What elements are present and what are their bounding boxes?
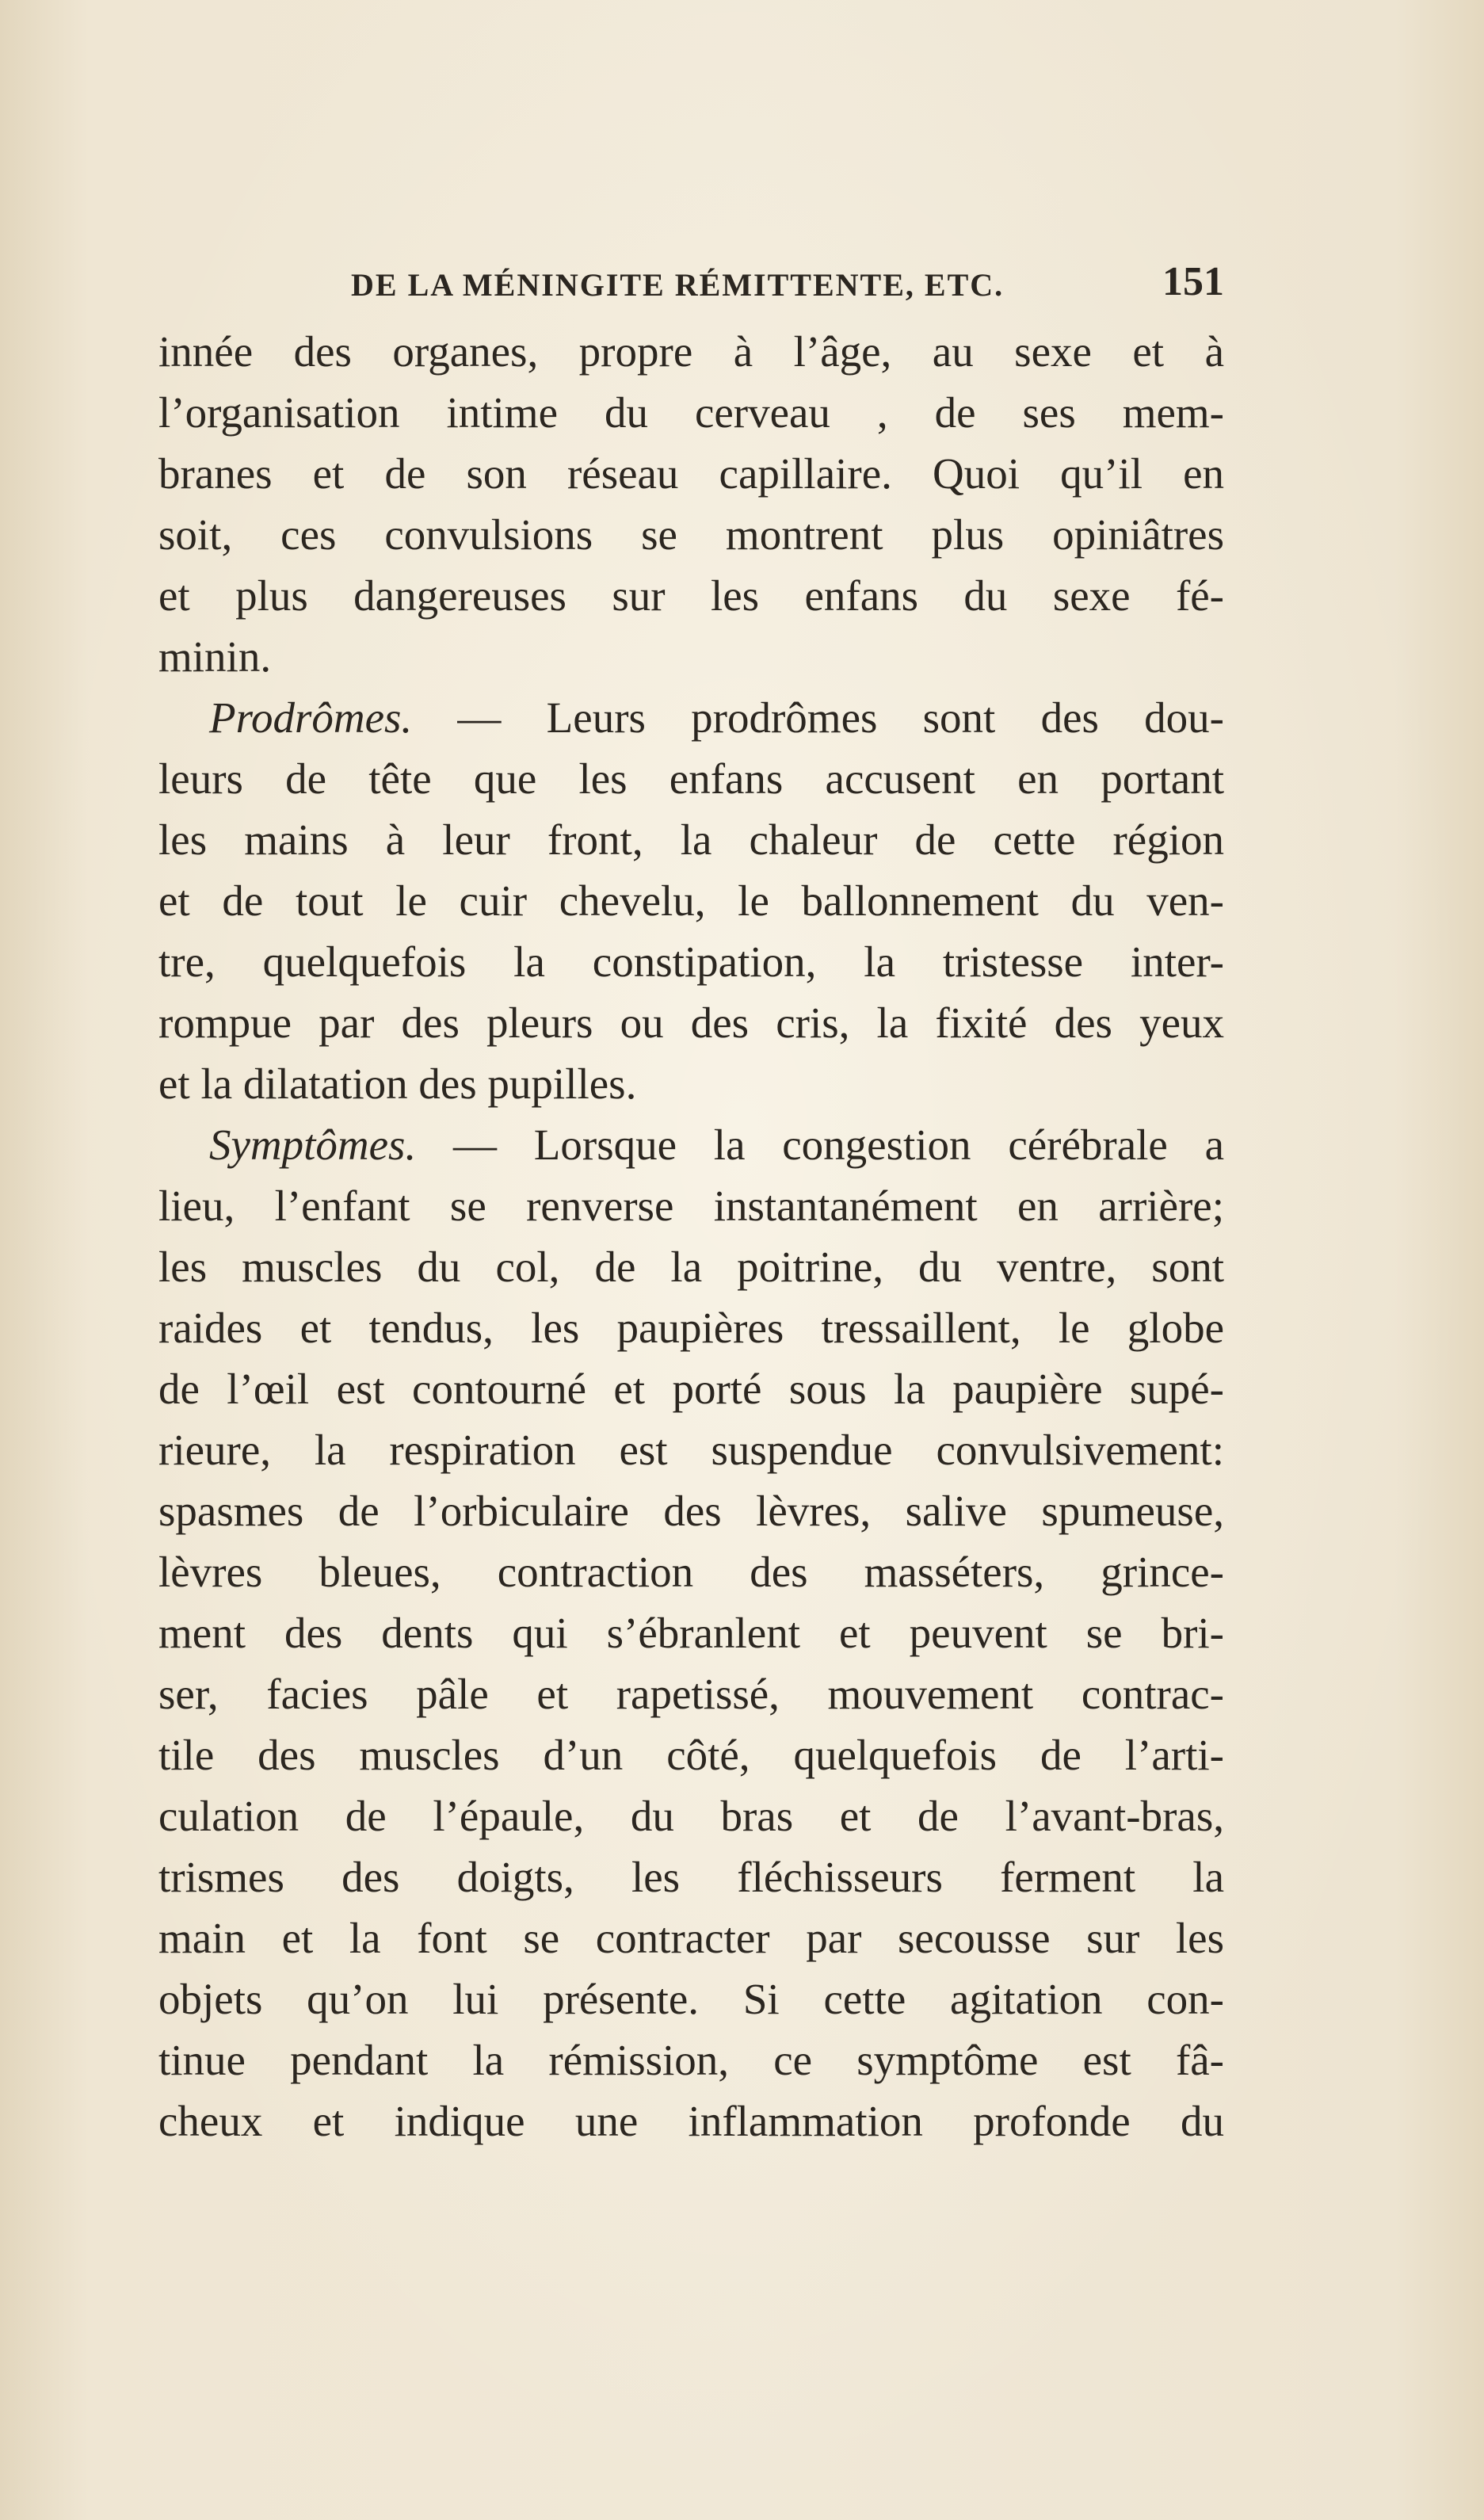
running-title: DE LA MÉNINGITE RÉMITTENTE, ETC. bbox=[351, 267, 1005, 303]
run-in-heading-prodromes: Prodrômes. bbox=[209, 693, 413, 742]
run-in-heading-symptomes: Symptômes. bbox=[209, 1121, 417, 1169]
text-line: tile des muscles d’un côté, quelquefois de l’arti- bbox=[158, 1731, 1224, 1779]
text-line: de l’œil est contourné et porté sous la paupière supé- bbox=[158, 1365, 1224, 1413]
paragraph-start-symptomes bbox=[158, 1114, 1224, 1175]
text-line: rompue par des pleurs ou des cris, la fixité des yeux bbox=[158, 998, 1224, 1047]
paragraph-opening-prodromes: — Leurs prodrômes sont des dou- bbox=[457, 693, 1224, 742]
text-line: et plus dangereuses sur les enfans du sexe fé- bbox=[158, 571, 1224, 620]
paragraph-start-prodromes bbox=[158, 687, 1224, 748]
text-line: lieu, l’enfant se renverse instantanément en arrière; bbox=[158, 1182, 1224, 1230]
text-line: tre, quelquefois la constipation, la tristesse inter- bbox=[158, 937, 1224, 986]
text-line: lèvres bleues, contraction des masséters, grince- bbox=[158, 1548, 1224, 1596]
text-line: les muscles du col, de la poitrine, du ventre, sont bbox=[158, 1243, 1224, 1291]
text-line: les mains à leur front, la chaleur de cette région bbox=[158, 815, 1224, 864]
text-line: ment des dents qui s’ébranlent et peuvent se bri- bbox=[158, 1609, 1224, 1657]
text-line: leurs de tête que les enfans accusent en portant bbox=[158, 754, 1224, 803]
text-line: et de tout le cuir chevelu, le ballonnement du ven- bbox=[158, 876, 1224, 925]
text-line: soit, ces convulsions se montrent plus opiniâtres bbox=[158, 510, 1224, 559]
text-line: trismes des doigts, les fléchisseurs ferment la bbox=[158, 1853, 1224, 1901]
text-line: raides et tendus, les paupières tressaillent, le globe bbox=[158, 1304, 1224, 1352]
text-line: minin. bbox=[158, 632, 272, 681]
text-line: main et la font se contracter par secousse sur les bbox=[158, 1914, 1224, 1962]
text-line: objets qu’on lui présente. Si cette agitation con- bbox=[158, 1975, 1224, 2023]
body-text bbox=[158, 321, 1224, 2152]
text-line: l’organisation intime du cerveau , de ses mem- bbox=[158, 388, 1224, 437]
text-line: ser, facies pâle et rapetissé, mouvement contrac- bbox=[158, 1670, 1224, 1718]
paragraph-opening-symptomes: — Lorsque la congestion cérébrale a bbox=[453, 1121, 1225, 1169]
text-line: et la dilatation des pupilles. bbox=[158, 1060, 637, 1108]
text-line: rieure, la respiration est suspendue convulsivement: bbox=[158, 1426, 1224, 1474]
running-head bbox=[158, 258, 1224, 315]
text-line: tinue pendant la rémission, ce symptôme est fâ- bbox=[158, 2036, 1224, 2084]
text-line: culation de l’épaule, du bras et de l’avant-bras, bbox=[158, 1792, 1224, 1840]
text-line: branes et de son réseau capillaire. Quoi qu’il en bbox=[158, 449, 1224, 498]
text-line: innée des organes, propre à l’âge, au sexe et à bbox=[158, 327, 1224, 376]
text-line: cheux et indique une inflammation profonde du bbox=[158, 2097, 1224, 2145]
page-number: 151 bbox=[1162, 259, 1224, 304]
text-line: spasmes de l’orbiculaire des lèvres, salive spumeuse, bbox=[158, 1487, 1224, 1535]
